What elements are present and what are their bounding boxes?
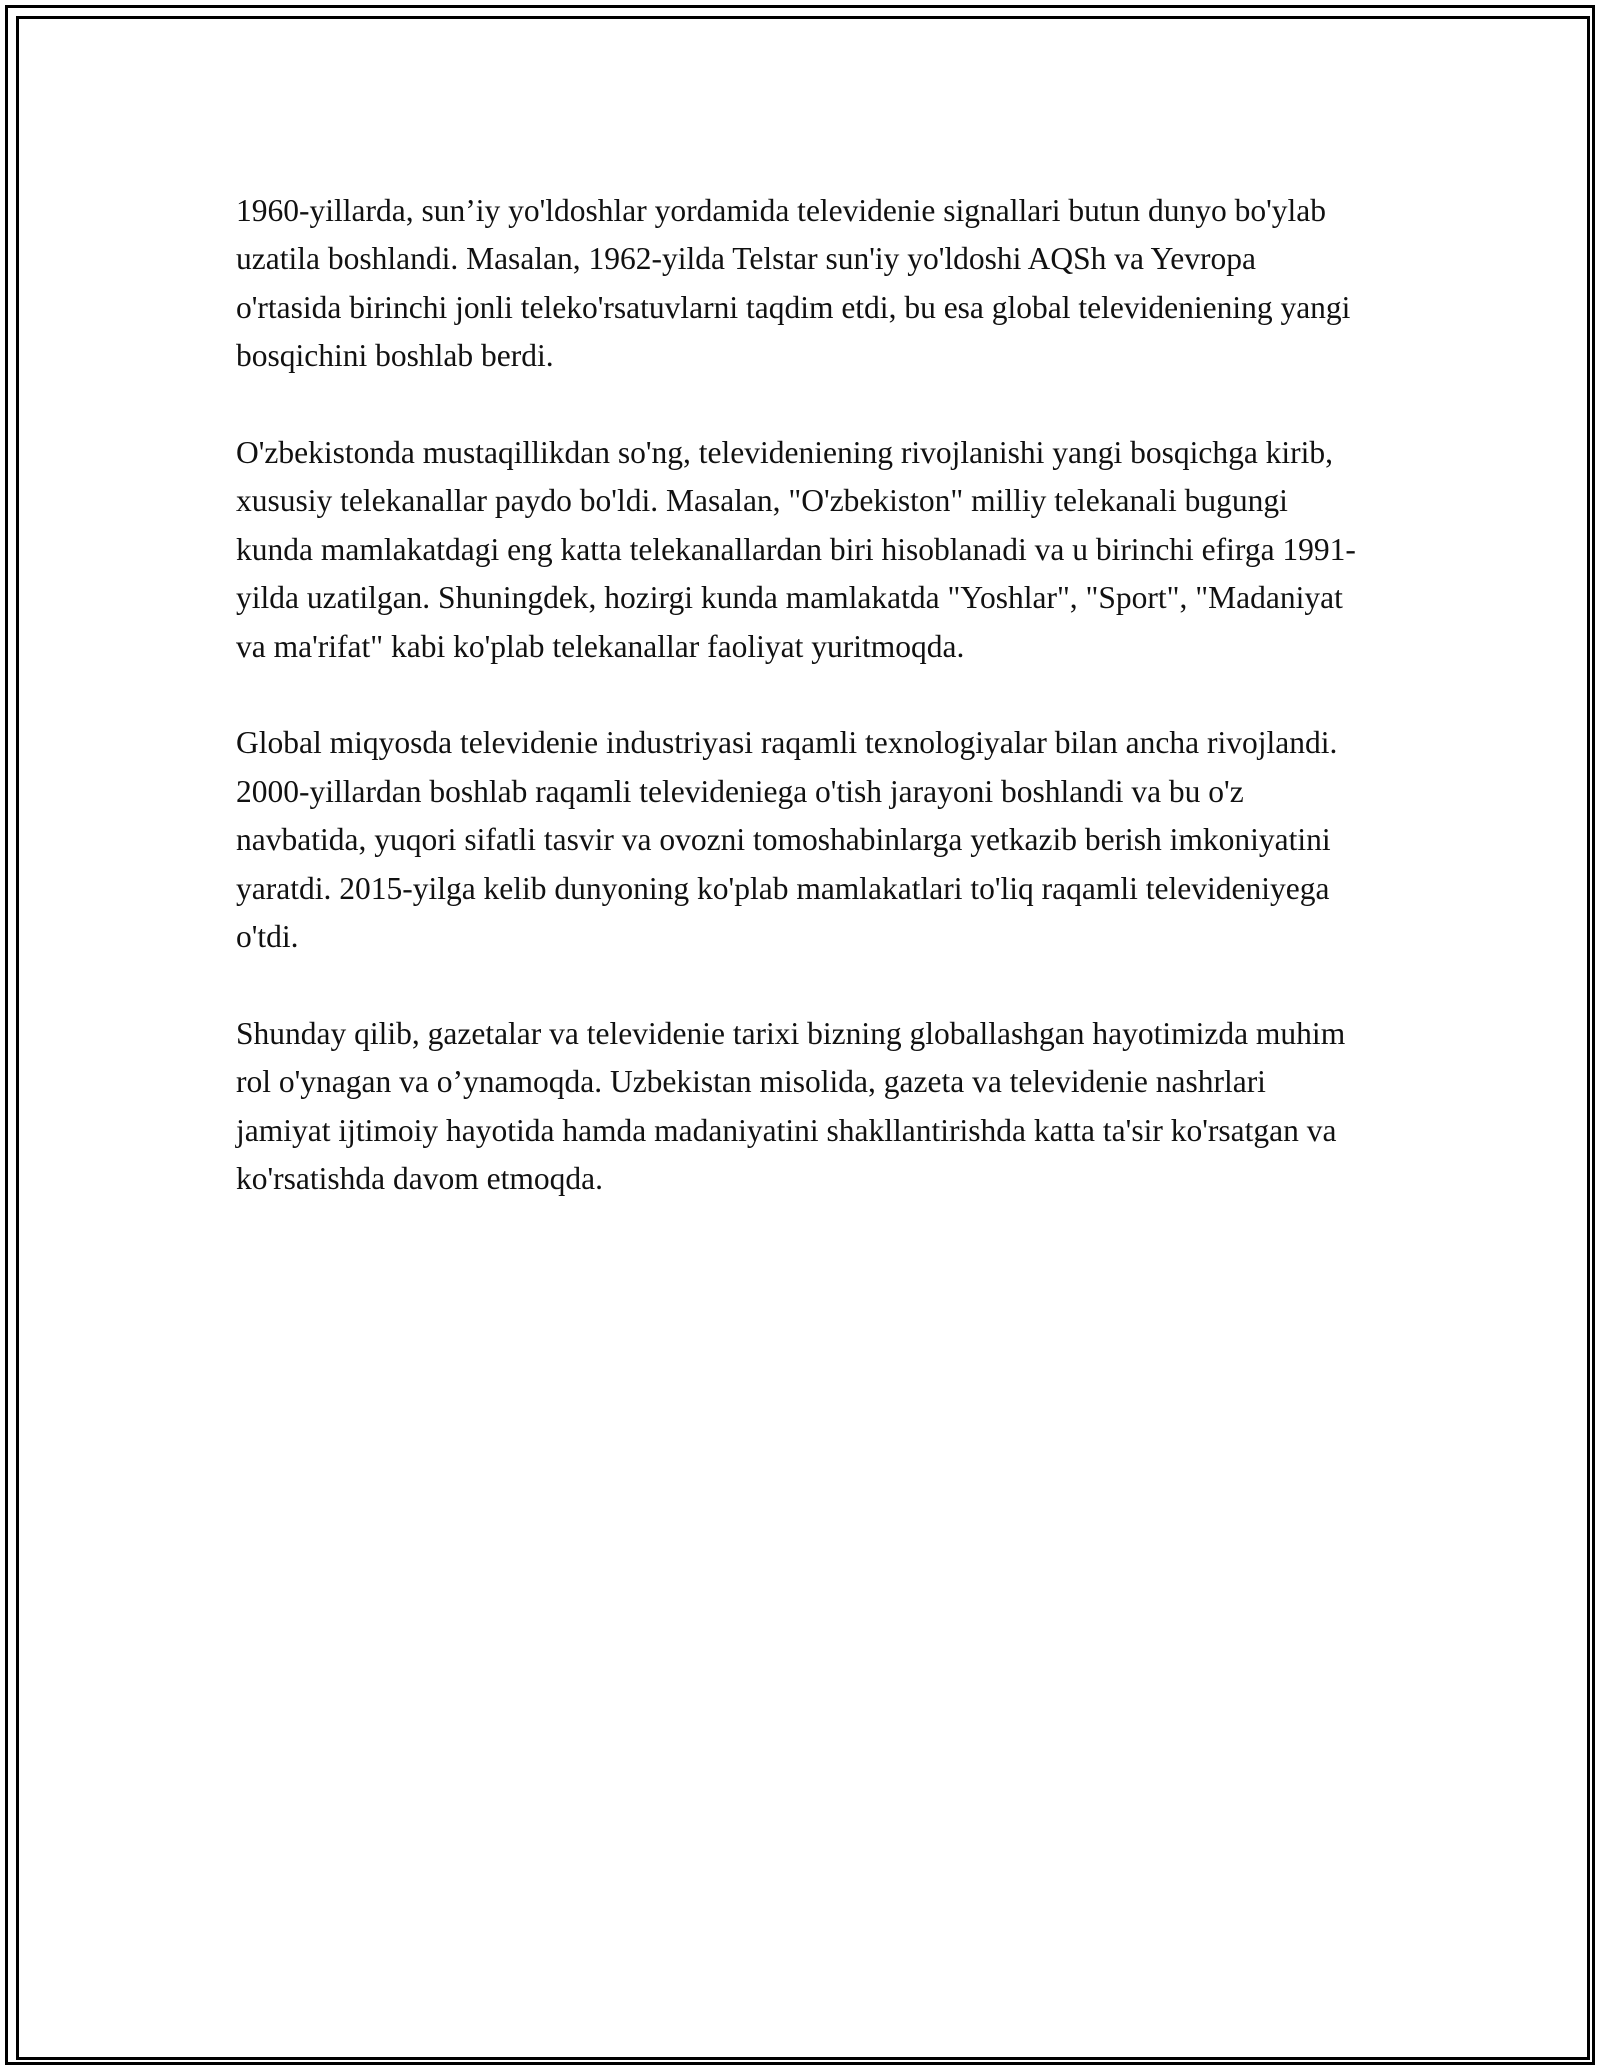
paragraph-uzbekistan-tv: O'zbekistonda mustaqillikdan so'ng, televideniening rivojlanishi yangi bosqichga kirib, xususiy telekanallar paydo bo'ldi. Masalan, "O'zbekiston" milliy telekanali bugungi kunda mamlakatdagi eng katta telekanallardan biri hisoblanadi va u birinchi efirga 1991-yilda uzatilgan. Shuningdek, hozirgi kunda mamlakatda "Yoshlar", "Sport", "Madaniyat va ma'rifat" kabi ko'plab telekanallar faoliyat yuritmoqda. [236, 435, 1356, 664]
document-body [236, 187, 1366, 1252]
paragraph-digital-tv: Global miqyosda televidenie industriyasi raqamli texnologiyalar bilan ancha rivojlandi. 2000-yillardan boshlab raqamli televideniega o'tish jarayoni boshlandi va bu o'z navbatida, yuqori sifatli tasvir va ovozni tomoshabinlarga yetkazib berish imkoniyatini yaratdi. 2015-yilga kelib dunyoning ko'plab mamlakatlari to'liq raqamli televideniyega o'tdi. [236, 725, 1338, 955]
paragraph-satellite-tv: 1960-yillarda, sun’iy yo'ldoshlar yordamida televidenie signallari butun dunyo bo'ylab uzatila boshlandi. Masalan, 1962-yilda Telstar sun'iy yo'ldoshi AQSh va Yevropa o'rtasida birinchi jonli teleko'rsatuvlarni taqdim etdi, bu esa global televideniening yangi bosqichini boshlab berdi. [236, 193, 1351, 374]
paragraph-conclusion: Shunday qilib, gazetalar va televidenie tarixi bizning globallashgan hayotimizda muhim rol o'ynagan va o’ynamoqda. Uzbekistan misolida, gazeta va televidenie nashrlari jamiyat ijtimoiy hayotida hamda madaniyatini shakllantirishda katta ta'sir ko'rsatgan va ko'rsatishda davom etmoqda. [236, 1015, 1346, 1197]
